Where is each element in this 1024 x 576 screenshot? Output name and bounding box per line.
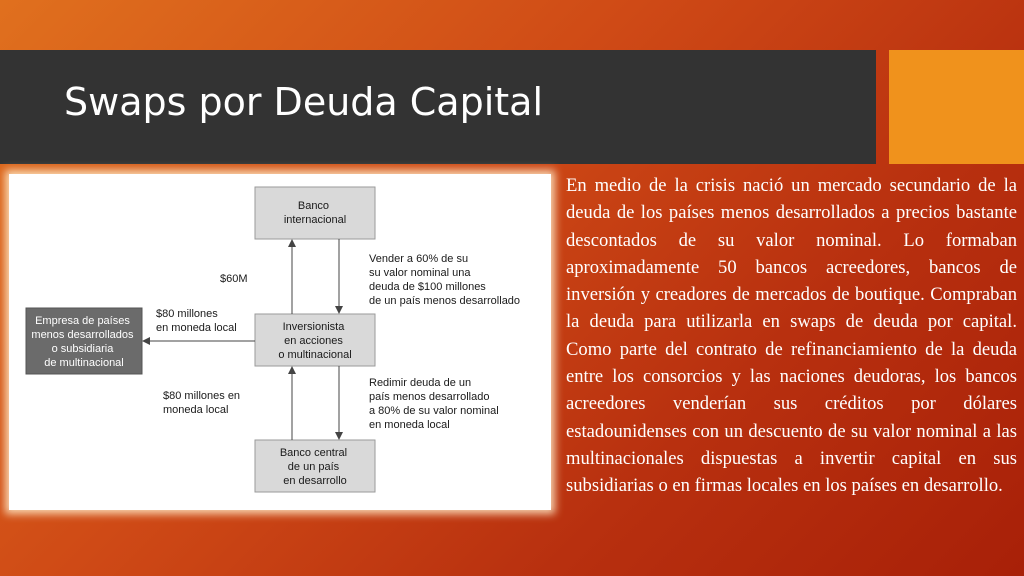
bank-label: Banco internacional (283, 200, 347, 226)
accent-square (889, 50, 1024, 164)
investor-label: Inversionista en acciones o multinacional (278, 321, 352, 361)
bank-box (255, 187, 375, 239)
company-label: Empresa de países menos desarrollados o subsidiaria de multinacional (31, 315, 134, 369)
sell-label: Vender a 60% de su su valor nominal una deuda de $100 millones de un país menos desarrollado (369, 253, 521, 307)
slide-title: Swaps por Deuda Capital (64, 80, 544, 124)
redeem-label: Redimir deuda de un país menos desarrollado a 80% de su valor nominal en moneda local (369, 377, 499, 431)
local80-company-label: $80 millones en moneda local (156, 308, 237, 334)
central-bank-label: Banco central de un país en desarrollo (279, 447, 348, 487)
diagram-frame (9, 174, 551, 510)
local80-left-label: $80 millones en moneda local (163, 390, 241, 416)
body-paragraph: En medio de la crisis nació un mercado secundario de la deuda de los países menos desarrollados a precios bastante descontados de su valor nominal. Lo formaban aproximadamente 50 bancos acreedores, bancos de inversión y creadores de mercados de boutique. Compraban la deuda para utilizarla en swaps de deuda por capital. Como parte del contrato de refinanciamiento de la deuda entre los consorcios y las naciones deudoras, los bancos acreedores venderían sus créditos por dólares estadounidenses con un descuento de su valor nominal a las multinacionales dispuestas a invertir capital en sus subsidiarias o en firmas locales en los países en desarrollo. (566, 175, 1017, 497)
usd60m-label: $60M (220, 273, 248, 285)
debt-swap-diagram (9, 174, 551, 510)
